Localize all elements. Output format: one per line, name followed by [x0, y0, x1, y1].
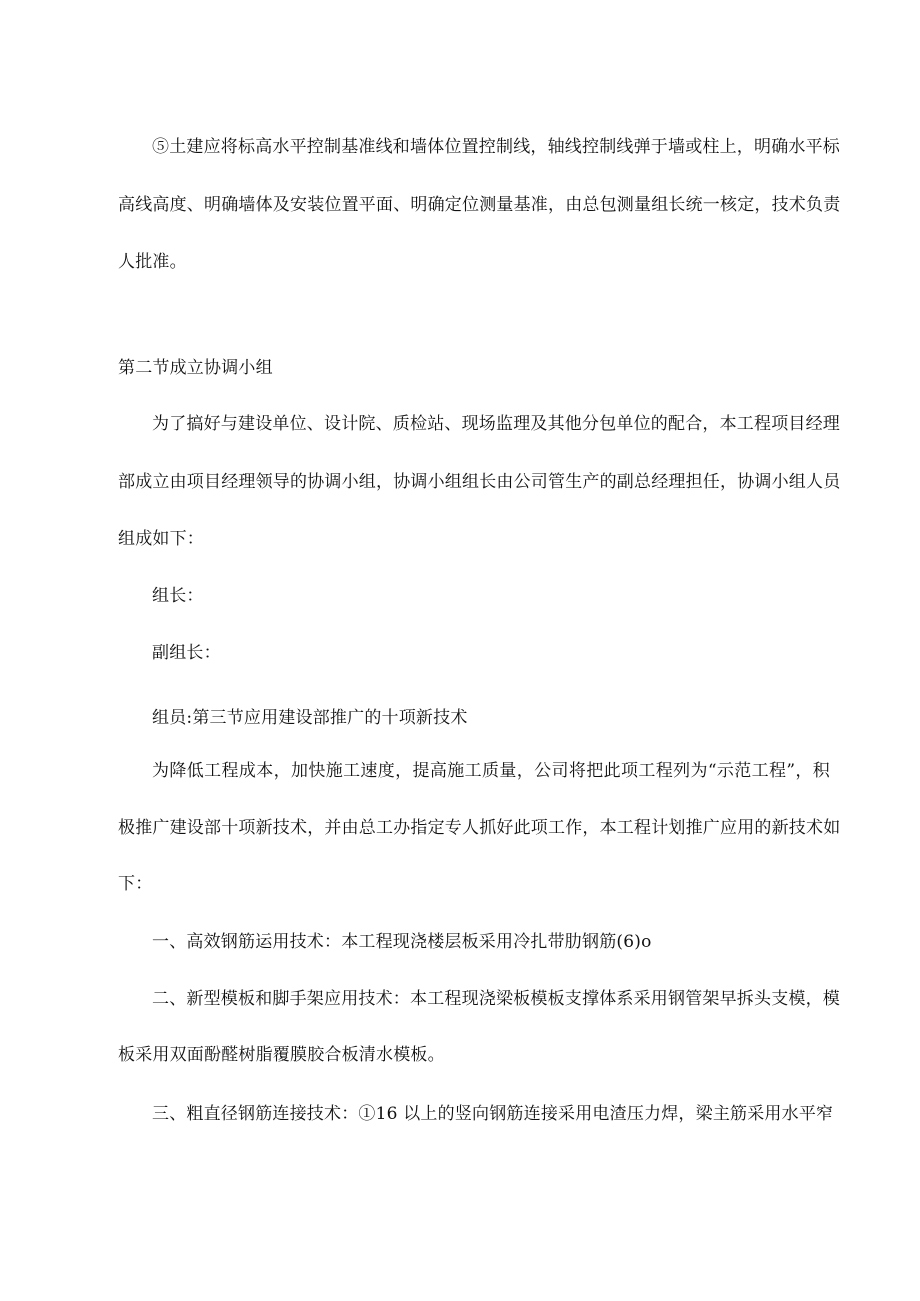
section-heading-coordination-group: 第二节成立协调小组	[118, 358, 273, 378]
paragraph-1-line-3: 人批准。	[118, 252, 187, 272]
tech-item-3: 三、粗直径钢筋连接技术：①16 以上的竖向钢筋连接采用电渣压力焊，梁主筋采用水平窄	[152, 1104, 834, 1124]
tech-item-2-line-1: 二、新型模板和脚手架应用技术：本工程现浇梁板模板支撑体系采用钢管架早拆头支模，模	[152, 989, 840, 1009]
tech-item-1: 一、高效钢筋运用技术：本工程现浇楼层板采用冷扎带肋钢筋(6)o	[152, 932, 652, 952]
paragraph-3-line-1: 为降低工程成本，加快施工速度，提高施工质量，公司将把此项工程列为“示范工程”，积	[152, 761, 830, 781]
paragraph-2-line-1: 为了搞好与建设单位、设计院、质检站、现场监理及其他分包单位的配合，本工程项目经理	[152, 414, 840, 434]
paragraph-1-line-1: ⑤土建应将标高水平控制基准线和墙体位置控制线，轴线控制线弹于墙或柱上，明确水平标	[152, 137, 840, 157]
members-and-section-three-heading: 组员:第三节应用建设部推广的十项新技术	[152, 708, 468, 728]
deputy-leader-label: 副组长：	[152, 643, 221, 663]
paragraph-3-line-2: 极推广建设部十项新技术，并由总工办指定专人抓好此项工作，本工程计划推广应用的新技术如	[118, 818, 841, 838]
group-leader-label: 组长：	[152, 586, 204, 606]
paragraph-1-line-2: 高线高度、明确墙体及安装位置平面、明确定位测量基准，由总包测量组长统一核定，技术负责	[118, 195, 841, 215]
paragraph-2-line-3: 组成如下：	[118, 529, 204, 549]
paragraph-2-line-2: 部成立由项目经理领导的协调小组，协调小组组长由公司管生产的副总经理担任，协调小组人员	[118, 472, 841, 492]
paragraph-3-line-3: 下：	[118, 874, 153, 894]
tech-item-2-line-2: 板采用双面酚醛树脂覆膜胶合板清水模板。	[118, 1045, 445, 1065]
